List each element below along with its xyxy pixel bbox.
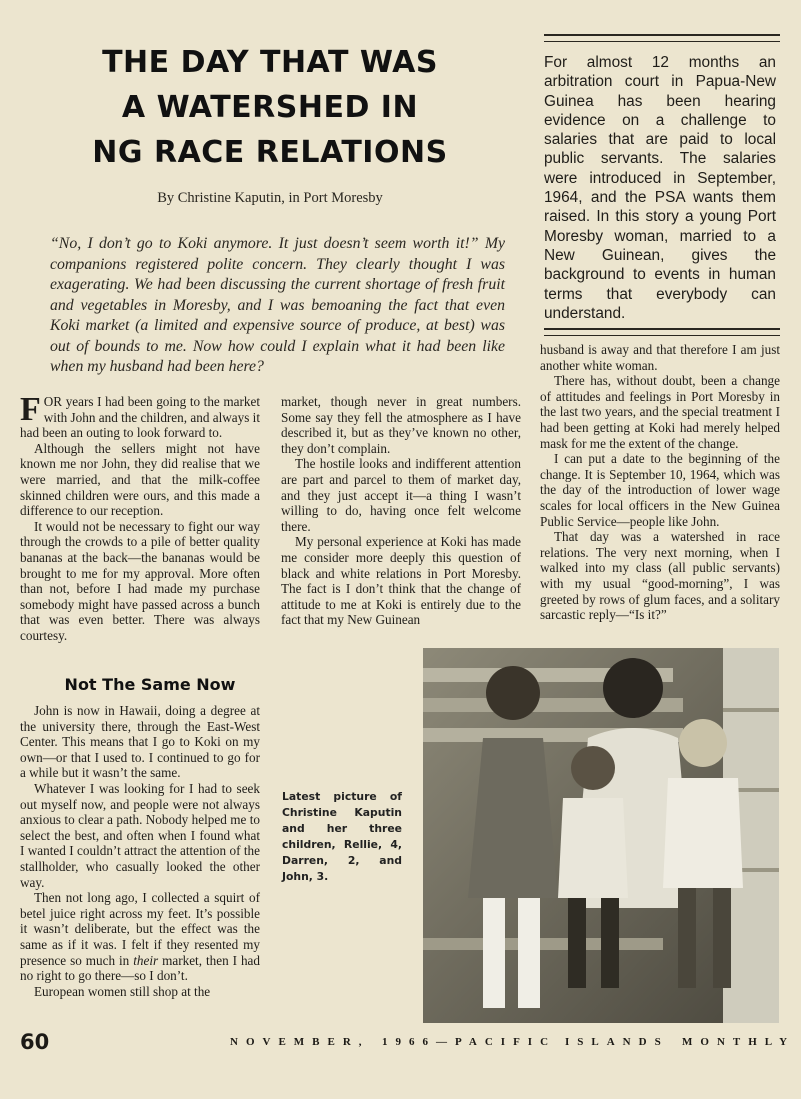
- paragraph: I can put a date to the beginning of the change. It is September 10, 1964, which was the day of the introduction of lower wage scales for local officers in the New Guinea Public Service—people like John.: [540, 451, 780, 529]
- paragraph: European women still shop at the: [34, 983, 211, 999]
- lede-paragraph: “No, I don’t go to Koki anymore. It just doesn’t seem worth it!” My companions registered polite concern. They clearly thought I was exagerating. We had been discussing the current shortage of fresh fruit and vegetables in Moresby, and I was bemoaning the fact that even Koki market (a limited and expensive source of produce, at best) was out of bounds to me. Now how could I explain what it had been like when my husband had been here?: [50, 235, 505, 375]
- family-photo-image: [423, 648, 779, 1023]
- intro-top-rule: [544, 34, 780, 42]
- headline-line-2: A WATERSHED IN: [121, 90, 419, 125]
- paragraph: Whatever I was looking for I had to seek out myself now, and people were not always anxious to clear a path. Nobody helped me to select the best, and often when I found what I wanted I couldn’t attract the attention of the stallholder, who casually looked the other way.: [20, 780, 260, 890]
- paragraph: market, though never in great numbers. Some say they fell the atmosphere as I have described it, but as they’ve known no other, they don’t complain.: [281, 394, 521, 456]
- column-3: [540, 342, 780, 623]
- paragraph: Then not long ago, I collected a squirt of betel juice right across my feet. It’s possible it wasn’t deliberate, but the effect was the same as if it was. I felt if they resented my presence so much in their market, then I had no right to go there—so I don’t.: [20, 890, 260, 984]
- footer-monthly: MONTHLY: [682, 1036, 796, 1048]
- intro-bottom-rule: [544, 328, 780, 336]
- paragraph: My personal experience at Koki has made me consider more deeply this question of black and white relations in Port Moresby. The fact is I don’t think that the change of attitude to me at Koki is entirely due to the fact that my New Guinean: [281, 534, 521, 628]
- photo-caption: Latest picture of Christine Kaputin and her three children, Rellie, 4, Darren, 2, and John, 3.: [282, 790, 402, 883]
- paragraph: There has, without doubt, been a change of attitudes and feelings in Port Moresby in the last two years, and the special treatment I had been getting at Koki had merely helped mask for me the extent of the change.: [540, 373, 780, 451]
- footer-islands: ISLANDS: [565, 1036, 669, 1048]
- intro-box: For almost 12 months an arbitration court in Papua-New Guinea has been hearing evidence on a challenge to salaries that are paid to local public servants. The salaries were introduced in September, 1964, and the PSA wants them raised. In this story a young Port Moresby woman, married to a New Guinean, gives the background to events in human terms that everybody can understand.: [544, 54, 776, 322]
- byline: By Christine Kaputin, in Port Moresby: [157, 190, 383, 206]
- column-1: [20, 391, 260, 644]
- column-2: [281, 394, 521, 628]
- column-4: [20, 703, 260, 999]
- paragraph: The hostile looks and indifferent attention are part and parcel to them of market day, and they just accept it—a thing I wasn’t willing to do, having once felt welcome there.: [281, 456, 521, 534]
- subhead: Not The Same Now: [64, 675, 236, 694]
- paragraph: John is now in Hawaii, doing a degree at the university there, through the East-West Center. This means that I go to Koki on my own—or that I used to. I continued to go for a while but it wasn’t the same.: [20, 703, 260, 781]
- page-number: 60: [20, 1030, 50, 1054]
- headline-line-1: THE DAY THAT WAS: [102, 45, 438, 80]
- page-footer: [20, 1030, 796, 1058]
- footer-month: NOVEMBER,: [230, 1036, 370, 1048]
- paragraph: It would not be necessary to fight our way through the crowds to a pile of better quality bananas at the back—the bananas would be brought to me for my approval. More often than not, before I had made my purchase somebody might have passed across a bunch that was even better. There was always courtesy.: [20, 518, 260, 643]
- footer-year-publication: 1966—PACIFIC: [382, 1036, 557, 1048]
- headline: [40, 40, 500, 175]
- paragraph: Although the sellers might not have known me nor John, they did realise that we were married, and that the milk-coffee skinned children were ours, and this made a difference to our reception.: [20, 440, 260, 519]
- paragraph: husband is away and that therefore I am just another white woman.: [540, 342, 780, 373]
- family-photo: [423, 648, 779, 1023]
- paragraph: FOR years I had been going to the market with John and the children, and always it had been an outing to look forward to.: [20, 391, 260, 441]
- headline-line-3: NG RACE RELATIONS: [92, 135, 448, 170]
- paragraph: That day was a watershed in race relations. The very next morning, when I walked into my class (all public servants) with my usual “good-morning”, I was greeted by rows of glum faces, and a solitary sarcastic reply—“Is it?”: [540, 529, 780, 623]
- drop-cap: F: [20, 391, 41, 428]
